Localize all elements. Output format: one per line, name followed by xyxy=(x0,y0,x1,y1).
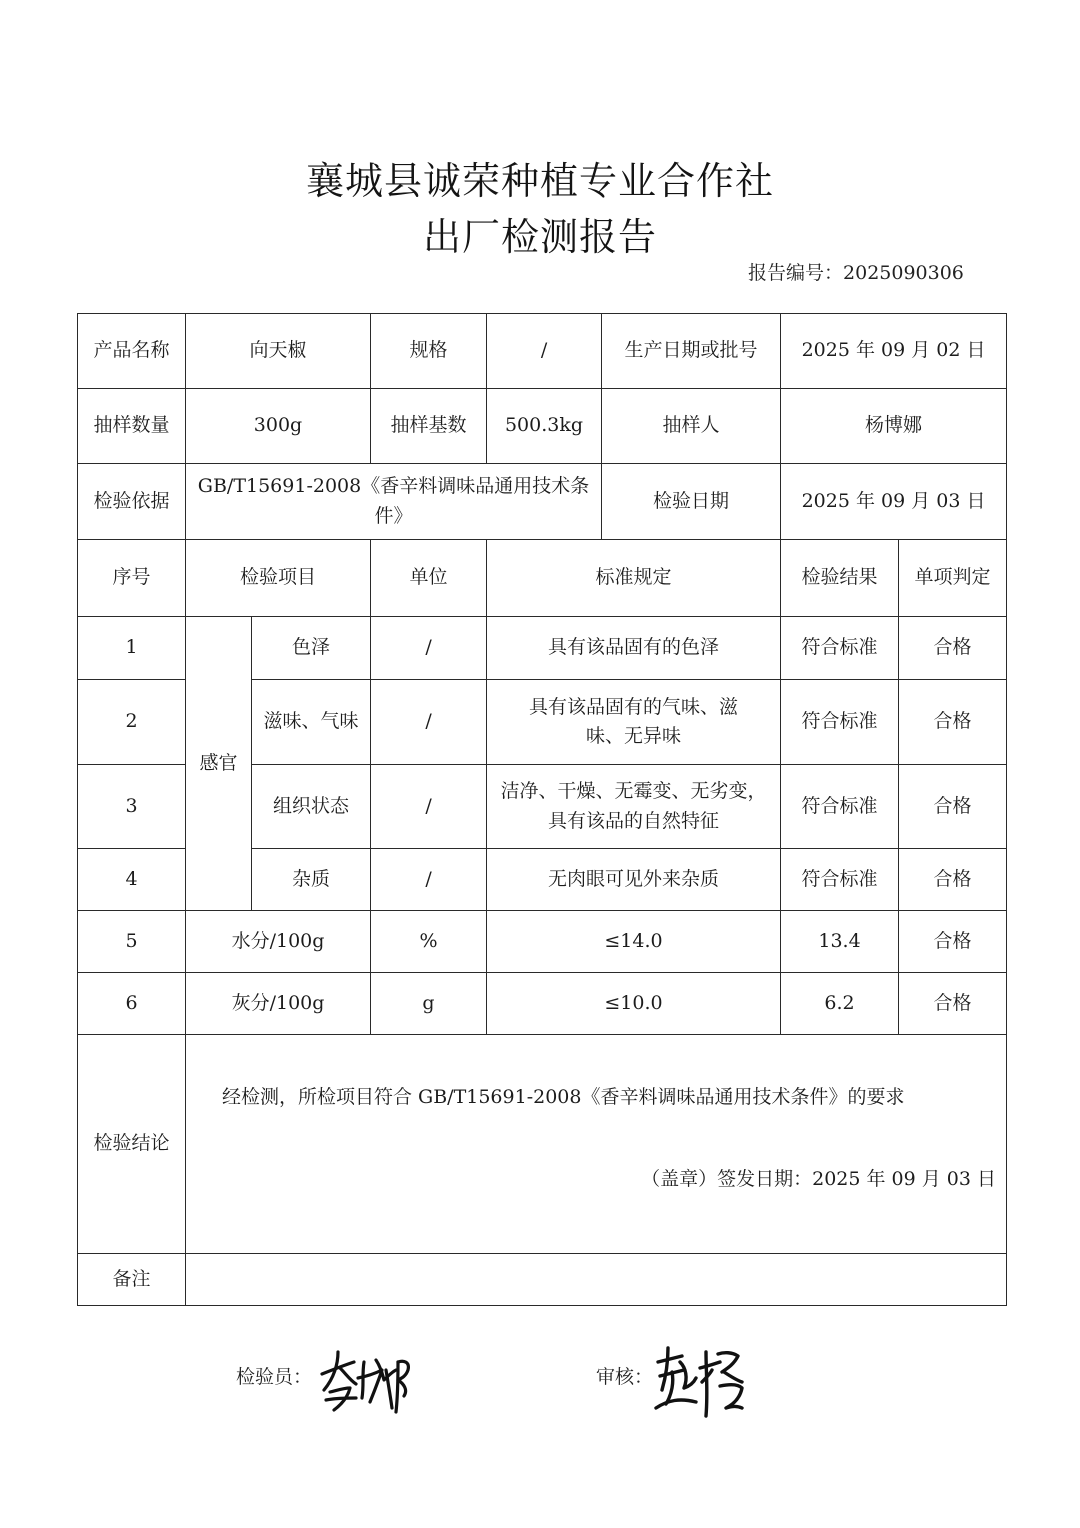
reviewer-label: 审核： xyxy=(596,1366,654,1388)
table-row xyxy=(78,973,1007,1035)
sample-base-label: 抽样基数 xyxy=(371,389,487,464)
report-org-title: 襄城县诚荣种植专业合作社 xyxy=(305,159,774,203)
row-unit: / xyxy=(371,849,487,911)
col-header-result: 检验结果 xyxy=(781,540,899,617)
conclusion-sign-date: （盖章）签发日期：2025 年 09 月 03 日 xyxy=(641,1168,997,1190)
row-standard: 具有该品固有的色泽 xyxy=(487,617,781,680)
spec-value: / xyxy=(487,314,602,389)
row-standard: 具有该品固有的气味、滋味、无异味 xyxy=(487,680,781,765)
inspection-table xyxy=(77,313,1007,1306)
sampler-value: 杨博娜 xyxy=(781,389,1007,464)
row-no: 3 xyxy=(78,765,186,849)
row-no: 1 xyxy=(78,617,186,680)
row-no: 5 xyxy=(78,911,186,973)
inspect-date-value: 2025 年 09 月 03 日 xyxy=(781,464,1007,540)
row-no: 4 xyxy=(78,849,186,911)
row-item: 水分/100g xyxy=(186,911,371,973)
col-header-item: 检验项目 xyxy=(186,540,371,617)
row-item: 色泽 xyxy=(252,617,371,680)
conclusion-label: 检验结论 xyxy=(78,1035,186,1254)
sampler-label: 抽样人 xyxy=(602,389,781,464)
col-header-unit: 单位 xyxy=(371,540,487,617)
row-unit: / xyxy=(371,617,487,680)
production-date-value: 2025 年 09 月 02 日 xyxy=(781,314,1007,389)
row-standard: ≤14.0 xyxy=(487,911,781,973)
row-unit: % xyxy=(371,911,487,973)
row-item: 杂质 xyxy=(252,849,371,911)
row-judgement: 合格 xyxy=(899,617,1007,680)
row-item: 灰分/100g xyxy=(186,973,371,1035)
table-row xyxy=(78,617,1007,680)
row-judgement: 合格 xyxy=(899,680,1007,765)
product-name-value: 向天椒 xyxy=(186,314,371,389)
inspect-date-label: 检验日期 xyxy=(602,464,781,540)
row-no: 2 xyxy=(78,680,186,765)
row-result: 13.4 xyxy=(781,911,899,973)
row-result: 符合标准 xyxy=(781,849,899,911)
remarks-label: 备注 xyxy=(78,1254,186,1306)
col-header-judgement: 单项判定 xyxy=(899,540,1007,617)
remarks-value xyxy=(186,1254,1007,1306)
row-judgement: 合格 xyxy=(899,973,1007,1035)
row-result: 符合标准 xyxy=(781,680,899,765)
report-number-value: 2025090306 xyxy=(843,262,964,284)
conclusion-cell xyxy=(186,1035,1007,1254)
row-no: 6 xyxy=(78,973,186,1035)
report-number xyxy=(748,258,964,285)
row-unit: / xyxy=(371,765,487,849)
row-result: 符合标准 xyxy=(781,765,899,849)
table-row xyxy=(78,911,1007,973)
inspector-signature xyxy=(312,1340,422,1420)
info-row-sampling xyxy=(78,389,1007,464)
row-standard: 洁净、干燥、无霉变、无劣变，具有该品的自然特征 xyxy=(487,765,781,849)
info-row-product xyxy=(78,314,1007,389)
col-header-no: 序号 xyxy=(78,540,186,617)
row-item: 滋味、气味 xyxy=(252,680,371,765)
production-date-label: 生产日期或批号 xyxy=(602,314,781,389)
product-name-label: 产品名称 xyxy=(78,314,186,389)
report-title: 出厂检测报告 xyxy=(422,215,657,259)
sample-base-value: 500.3kg xyxy=(487,389,602,464)
row-result: 6.2 xyxy=(781,973,899,1035)
report-number-label: 报告编号： xyxy=(748,262,844,284)
row-standard: 无肉眼可见外来杂质 xyxy=(487,849,781,911)
row-standard: ≤10.0 xyxy=(487,973,781,1035)
inspector-label: 检验员： xyxy=(236,1366,313,1388)
sample-qty-label: 抽样数量 xyxy=(78,389,186,464)
row-unit: g xyxy=(371,973,487,1035)
sensory-group-label: 感官 xyxy=(186,617,252,911)
reviewer-signature xyxy=(650,1342,750,1422)
sample-qty-value: 300g xyxy=(186,389,371,464)
row-unit: / xyxy=(371,680,487,765)
row-result: 符合标准 xyxy=(781,617,899,680)
table-header-row xyxy=(78,540,1007,617)
conclusion-row xyxy=(78,1035,1007,1254)
remarks-row xyxy=(78,1254,1007,1306)
info-row-basis xyxy=(78,464,1007,540)
row-judgement: 合格 xyxy=(899,765,1007,849)
basis-value: GB/T15691-2008《香辛料调味品通用技术条件》 xyxy=(186,464,602,540)
row-item: 组织状态 xyxy=(252,765,371,849)
basis-label: 检验依据 xyxy=(78,464,186,540)
col-header-standard: 标准规定 xyxy=(487,540,781,617)
spec-label: 规格 xyxy=(371,314,487,389)
row-judgement: 合格 xyxy=(899,911,1007,973)
conclusion-text: 经检测，所检项目符合 GB/T15691-2008《香辛料调味品通用技术条件》的要求 xyxy=(222,1086,905,1108)
row-judgement: 合格 xyxy=(899,849,1007,911)
